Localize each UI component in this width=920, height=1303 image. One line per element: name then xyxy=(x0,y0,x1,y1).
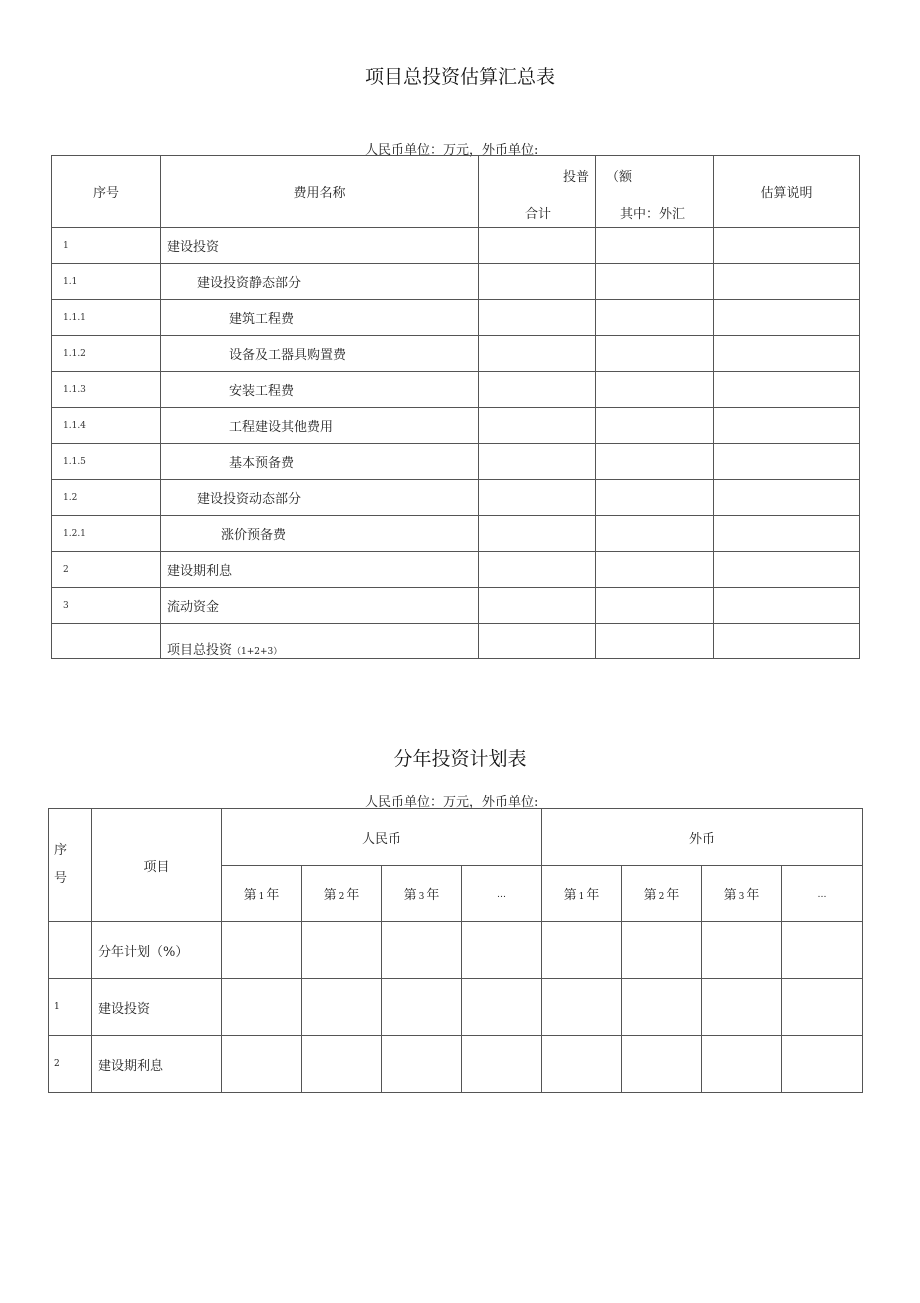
summary-title: 项目总投资估算汇总表 xyxy=(364,66,555,88)
investment-summary-table xyxy=(51,155,860,659)
foreign-cell xyxy=(596,624,714,659)
value-cell xyxy=(622,922,702,979)
total-row-name: 项目总投资 xyxy=(167,643,233,658)
total-cell xyxy=(479,444,596,480)
table-row xyxy=(52,372,860,408)
row-number: 2 xyxy=(52,552,161,588)
value-cell xyxy=(462,979,542,1036)
year-header-rmb-2 xyxy=(302,866,382,922)
year-header-foreign-2 xyxy=(622,866,702,922)
total-row-number xyxy=(52,624,161,659)
value-cell xyxy=(542,922,622,979)
row-cost-name: 建设投资动态部分 xyxy=(161,480,479,516)
row-number: 1.1.5 xyxy=(52,444,161,480)
note-cell xyxy=(714,408,860,444)
foreign-cell xyxy=(596,228,714,264)
year-suffix: 年 xyxy=(266,888,280,903)
value-cell xyxy=(702,979,782,1036)
row-number: 1.1.3 xyxy=(52,372,161,408)
table-row xyxy=(52,480,860,516)
note-cell xyxy=(714,228,860,264)
value-cell xyxy=(782,1036,863,1093)
table-row xyxy=(52,336,860,372)
year-number: 1 xyxy=(578,892,585,902)
header-invest-total xyxy=(479,156,596,228)
value-cell xyxy=(542,1036,622,1093)
value-cell xyxy=(622,1036,702,1093)
row-item-name: 建设期利息 xyxy=(92,1036,222,1093)
header-amount-label: （额 xyxy=(606,170,633,185)
table-row xyxy=(49,1036,863,1093)
value-cell xyxy=(622,979,702,1036)
row-number: 1.1.4 xyxy=(52,408,161,444)
row-number xyxy=(49,922,92,979)
table-row xyxy=(52,444,860,480)
value-cell xyxy=(222,979,302,1036)
value-cell xyxy=(222,1036,302,1093)
total-cell xyxy=(479,228,596,264)
foreign-cell xyxy=(596,408,714,444)
foreign-cell xyxy=(596,552,714,588)
row-cost-name: 工程建设其他费用 xyxy=(161,408,479,444)
year-prefix: 第 xyxy=(563,888,577,903)
row-number: 1.1 xyxy=(52,264,161,300)
year-number: … xyxy=(497,890,506,900)
foreign-cell xyxy=(596,480,714,516)
year-header-rmb-1 xyxy=(222,866,302,922)
row-number: 3 xyxy=(52,588,161,624)
header-invest-label: 投普 xyxy=(562,170,589,185)
foreign-cell xyxy=(596,264,714,300)
row-number: 2 xyxy=(49,1036,92,1093)
row-number: 1 xyxy=(52,228,161,264)
value-cell xyxy=(782,979,863,1036)
row-cost-name: 基本预备费 xyxy=(161,444,479,480)
value-cell xyxy=(382,979,462,1036)
value-cell xyxy=(462,922,542,979)
total-cell xyxy=(479,552,596,588)
row-cost-name: 建筑工程费 xyxy=(161,300,479,336)
year-suffix: 年 xyxy=(746,888,760,903)
total-cell xyxy=(479,264,596,300)
row-cost-name: 建设期利息 xyxy=(161,552,479,588)
total-row-formula: （1+2+3） xyxy=(232,647,283,657)
note-cell xyxy=(714,372,860,408)
year-header-foreign-1 xyxy=(542,866,622,922)
value-cell xyxy=(702,922,782,979)
row-cost-name: 设备及工器具购置费 xyxy=(161,336,479,372)
row-cost-name: 涨价预备费 xyxy=(161,516,479,552)
year-number: 1 xyxy=(258,892,265,902)
header-foreign-label: 其中：外汇 xyxy=(620,207,686,222)
value-cell xyxy=(302,1036,382,1093)
year-header-foreign-4 xyxy=(782,866,863,922)
foreign-cell xyxy=(596,372,714,408)
total-row xyxy=(52,624,860,659)
note-cell xyxy=(714,516,860,552)
year-suffix: 年 xyxy=(346,888,360,903)
table-row xyxy=(52,408,860,444)
foreign-cell xyxy=(596,516,714,552)
note-cell xyxy=(714,552,860,588)
plan-header-item: 项目 xyxy=(92,809,222,922)
year-number: 2 xyxy=(658,892,665,902)
year-prefix: 第 xyxy=(403,888,417,903)
row-cost-name: 建设投资 xyxy=(161,228,479,264)
row-cost-name: 建设投资静态部分 xyxy=(161,264,479,300)
total-cell xyxy=(479,300,596,336)
year-number: 3 xyxy=(418,892,425,902)
value-cell xyxy=(302,922,382,979)
year-header-rmb-3 xyxy=(382,866,462,922)
table-row xyxy=(49,979,863,1036)
plan-title: 分年投资计划表 xyxy=(393,748,527,770)
table-row xyxy=(52,552,860,588)
header-seq: 序号 xyxy=(52,156,161,228)
table-row xyxy=(52,588,860,624)
year-header-foreign-3 xyxy=(702,866,782,922)
table-row xyxy=(52,300,860,336)
header-foreign xyxy=(596,156,714,228)
header-total-label: 合计 xyxy=(525,207,552,222)
plan-header-seq xyxy=(49,809,92,922)
table-row xyxy=(49,922,863,979)
total-cell xyxy=(479,372,596,408)
value-cell xyxy=(462,1036,542,1093)
plan-header-rmb: 人民币 xyxy=(222,809,542,866)
year-header-rmb-4 xyxy=(462,866,542,922)
note-cell xyxy=(714,624,860,659)
year-prefix: 第 xyxy=(723,888,737,903)
year-number: … xyxy=(817,890,827,900)
total-cell xyxy=(479,624,596,659)
row-item-name: 分年计划（%） xyxy=(92,922,222,979)
table-row xyxy=(52,228,860,264)
value-cell xyxy=(382,922,462,979)
note-cell xyxy=(714,444,860,480)
table-row xyxy=(52,516,860,552)
year-suffix: 年 xyxy=(666,888,680,903)
total-cell xyxy=(479,480,596,516)
summary-unit-note: 人民币单位：万元，外币单位: xyxy=(365,143,539,158)
value-cell xyxy=(702,1036,782,1093)
note-cell xyxy=(714,300,860,336)
row-cost-name: 流动资金 xyxy=(161,588,479,624)
plan-header-seq-2: 号 xyxy=(54,871,68,886)
year-suffix: 年 xyxy=(586,888,600,903)
row-number: 1.2.1 xyxy=(52,516,161,552)
year-number: 2 xyxy=(338,892,345,902)
total-cell xyxy=(479,588,596,624)
note-cell xyxy=(714,264,860,300)
plan-unit-note: 人民币单位：万元，外币单位: xyxy=(365,795,539,810)
row-number: 1.1.1 xyxy=(52,300,161,336)
total-row-name-cell xyxy=(161,624,479,659)
year-prefix: 第 xyxy=(643,888,657,903)
foreign-cell xyxy=(596,336,714,372)
plan-header-row-1 xyxy=(49,809,863,866)
foreign-cell xyxy=(596,444,714,480)
summary-header-row xyxy=(52,156,860,228)
value-cell xyxy=(222,922,302,979)
header-cost-name: 费用名称 xyxy=(161,156,479,228)
foreign-cell xyxy=(596,588,714,624)
year-prefix: 第 xyxy=(323,888,337,903)
plan-header-foreign: 外币 xyxy=(542,809,863,866)
row-item-name: 建设投资 xyxy=(92,979,222,1036)
foreign-cell xyxy=(596,300,714,336)
value-cell xyxy=(302,979,382,1036)
value-cell xyxy=(782,922,863,979)
table-row xyxy=(52,264,860,300)
note-cell xyxy=(714,336,860,372)
row-number: 1.2 xyxy=(52,480,161,516)
total-cell xyxy=(479,336,596,372)
year-prefix: 第 xyxy=(243,888,257,903)
row-cost-name: 安装工程费 xyxy=(161,372,479,408)
row-number: 1.1.2 xyxy=(52,336,161,372)
total-cell xyxy=(479,516,596,552)
total-cell xyxy=(479,408,596,444)
year-suffix: 年 xyxy=(426,888,440,903)
plan-header-seq-1: 序 xyxy=(54,843,68,858)
value-cell xyxy=(542,979,622,1036)
annual-plan-table xyxy=(48,808,863,1093)
note-cell xyxy=(714,480,860,516)
note-cell xyxy=(714,588,860,624)
value-cell xyxy=(382,1036,462,1093)
row-number: 1 xyxy=(49,979,92,1036)
header-estimate-note: 估算说明 xyxy=(714,156,860,228)
year-number: 3 xyxy=(738,892,745,902)
